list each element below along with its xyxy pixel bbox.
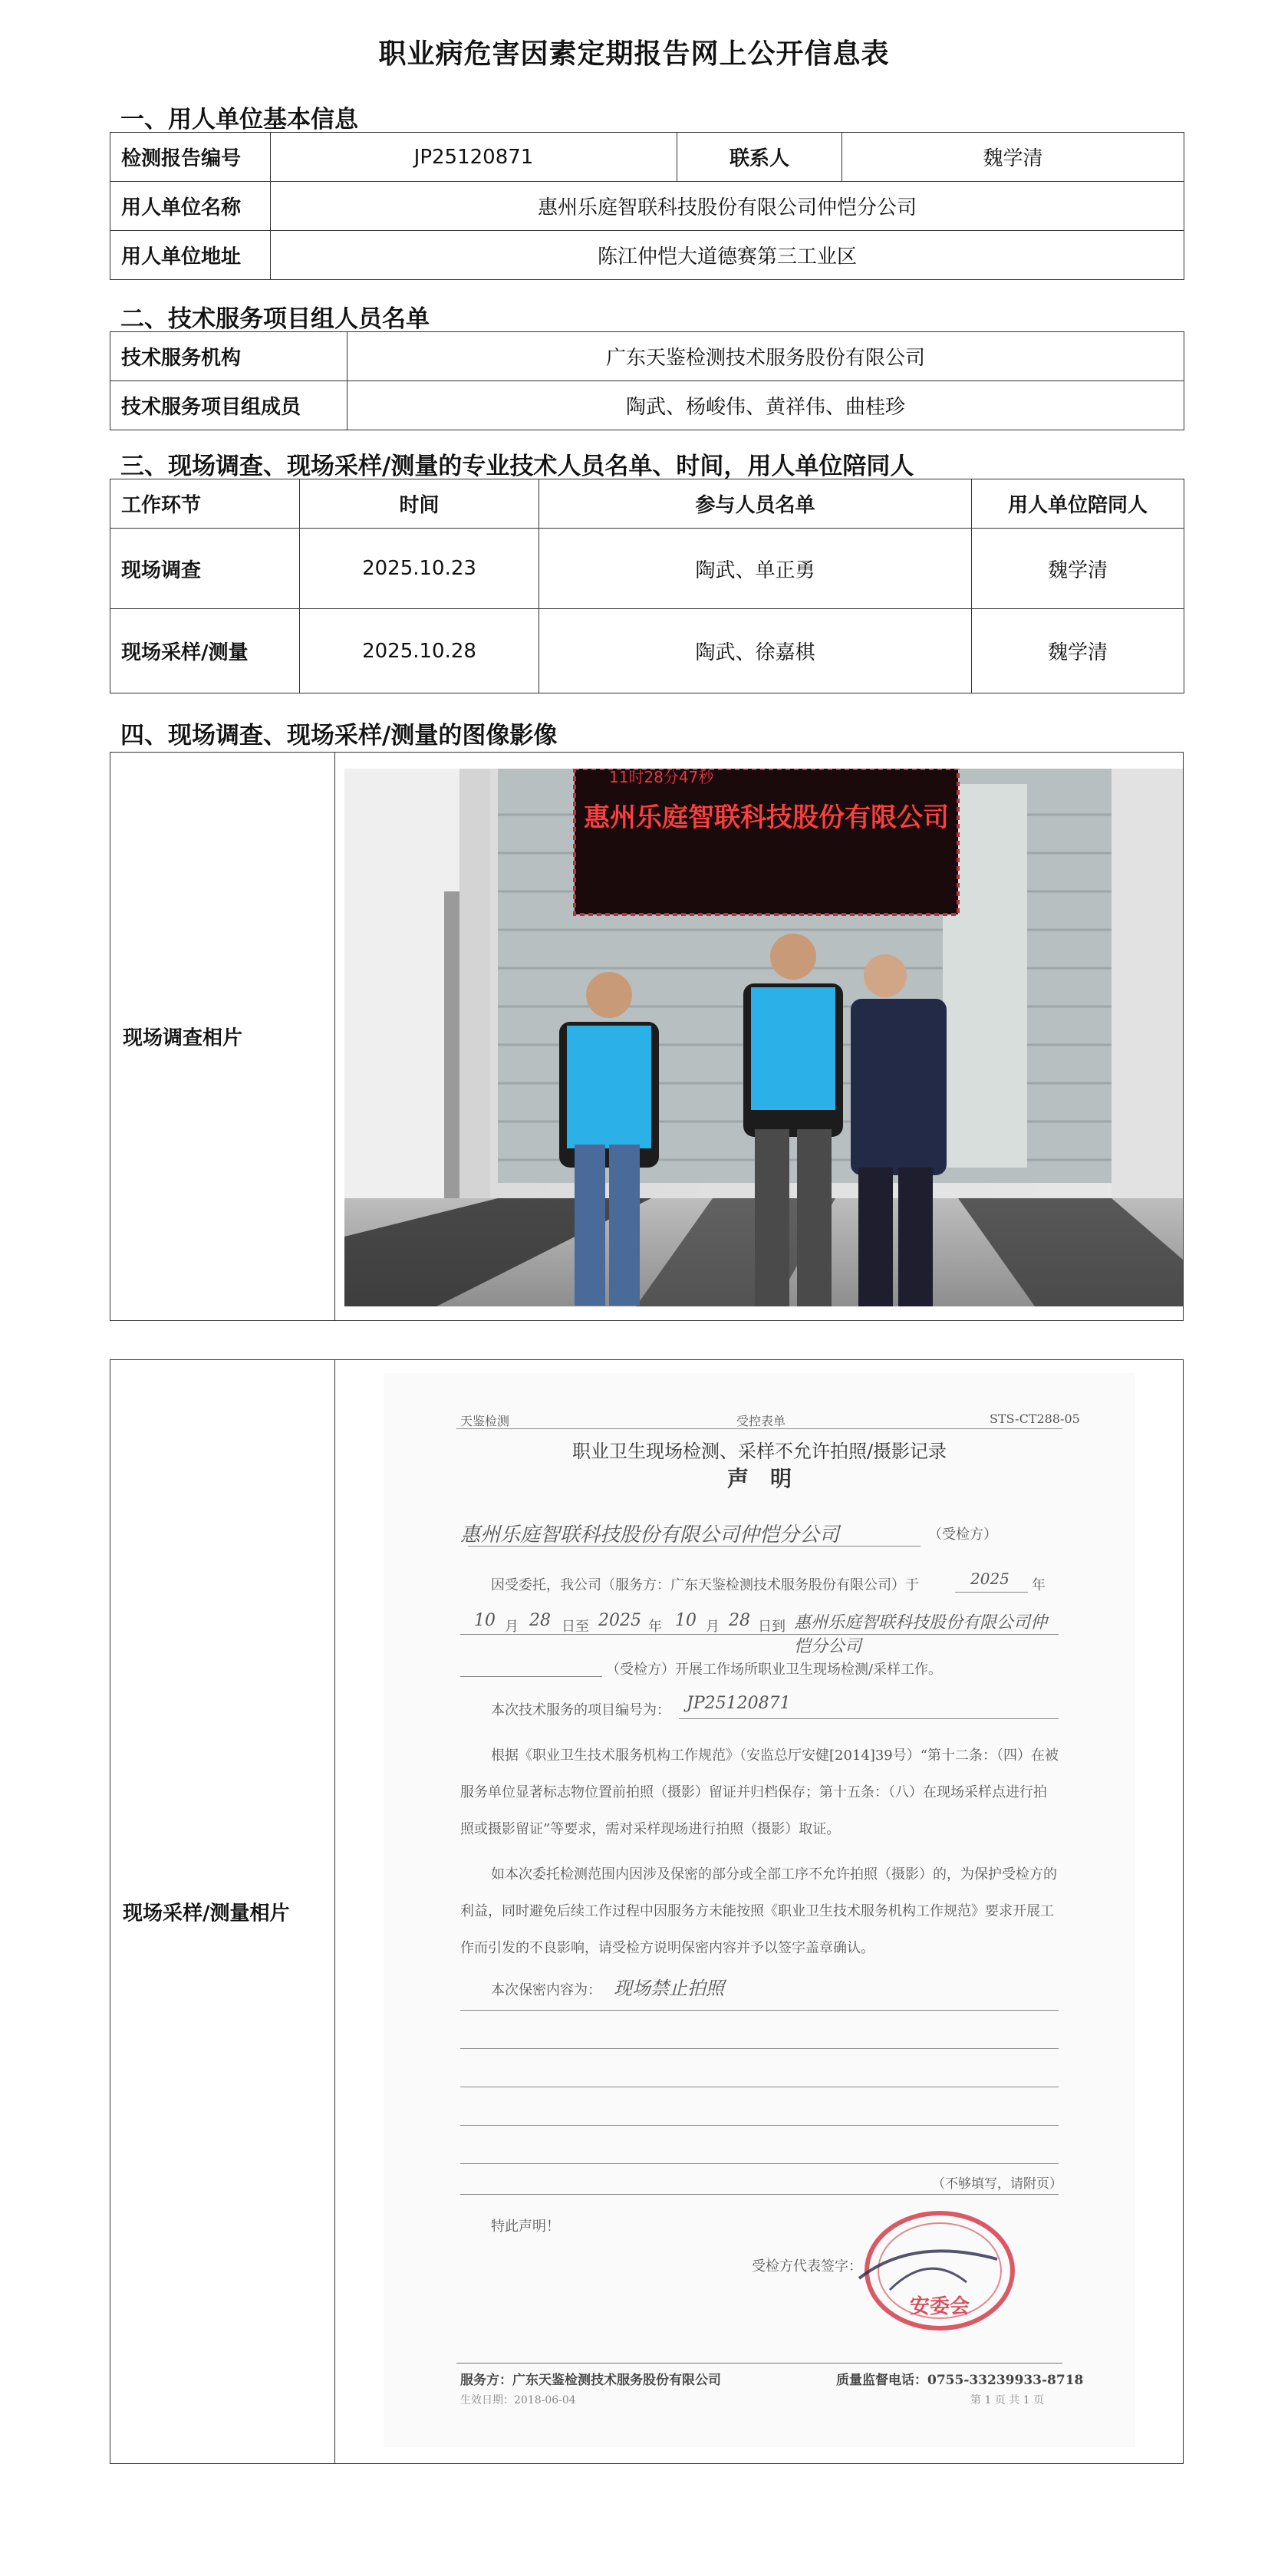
scan-page-number: 第 1 页 共 1 页 <box>970 2394 1045 2406</box>
person-right <box>851 954 947 1306</box>
scan-nian2: 年 <box>648 1619 662 1635</box>
scan-month2: 10 <box>675 1611 697 1630</box>
scan-secret-label: 本次保密内容为： <box>491 1982 601 1998</box>
scan-subtitle: 声 明 <box>726 1466 792 1491</box>
section1-heading: 一、用人单位基本信息 <box>120 106 358 133</box>
company-label: 用人单位名称 <box>110 182 271 231</box>
basic-info-table <box>110 132 1184 280</box>
scan-para1-company: 惠州乐庭智联科技股份有限公司仲恺分公司 <box>794 1613 1048 1656</box>
scan-rizhi: 日至 <box>562 1619 589 1635</box>
scan-note: （不够填写，请附页） <box>932 2176 1062 2192</box>
scan-top-mid: 受控表单 <box>736 1414 786 1428</box>
col-header-people: 参与人员名单 <box>539 479 972 529</box>
contact-label: 联系人 <box>677 133 842 182</box>
scan-top-right: STS-CT288-05 <box>990 1412 1080 1426</box>
scan-declare: 特此声明！ <box>491 2219 560 2235</box>
survey-photo <box>344 769 1183 1306</box>
scan-para3: 如本次委托检测范围内因涉及保密的部分或全部工序不允许拍照（摄影）的，为保护受检方的利益，同时避免后续工作过程中因服务方未能按照《职业卫生技术服务机构工作规范》要求开展工作而引发的不良影响，请受检方说明保密内容并予以签字盖章确认。 <box>460 1866 1057 1956</box>
led-time: 11时28分47秒 <box>609 769 714 786</box>
scan-day2: 28 <box>729 1611 750 1630</box>
service-team-table <box>110 331 1184 430</box>
members-label: 技术服务项目组成员 <box>110 381 347 430</box>
company-seal <box>844 2205 1036 2336</box>
section2-heading: 二、技术服务项目组人员名单 <box>120 305 430 333</box>
section3-heading: 三、现场调查、现场采样/测量的专业技术人员名单、时间，用人单位陪同人 <box>120 453 914 480</box>
row-stage: 现场采样/测量 <box>110 609 300 693</box>
row-people: 陶武、徐嘉棋 <box>539 609 972 693</box>
scan-effective-date: 生效日期：2018-06-04 <box>460 2394 576 2406</box>
scan-secret-content: 现场禁止拍照 <box>614 1978 724 1999</box>
staff-schedule-table <box>110 479 1184 693</box>
scan-yue2: 月 <box>706 1619 720 1635</box>
col-header-escort: 用人单位陪同人 <box>972 479 1184 529</box>
sampling-photo-label: 现场采样/测量相片 <box>123 1902 290 1925</box>
led-sign: 惠州乐庭智联科技股份有限公司 <box>584 802 949 833</box>
scan-month1: 10 <box>474 1611 496 1630</box>
scan-year1: 2025 <box>970 1570 1009 1588</box>
scan-year2: 2025 <box>598 1611 641 1630</box>
scan-footer-right: 质量监督电话：0755-33239933-8718 <box>836 2373 1084 2388</box>
scan-nian: 年 <box>1032 1577 1046 1593</box>
table-row <box>110 609 1184 693</box>
row-date: 2025.10.28 <box>300 609 539 693</box>
members-value: 陶武、杨峻伟、黄祥伟、曲桂珍 <box>347 381 1184 430</box>
survey-photo-label: 现场调查相片 <box>123 1026 243 1050</box>
address-value: 陈江仲恺大道德赛第三工业区 <box>271 231 1184 280</box>
scan-top-left: 天鉴检测 <box>460 1414 510 1428</box>
scan-para1a: 因受委托，我公司（服务方：广东天鉴检测技术服务股份有限公司）于 <box>491 1577 919 1593</box>
scan-day1: 28 <box>529 1611 551 1630</box>
scan-para1b: （受检方）开展工作场所职业卫生现场检测/采样工作。 <box>606 1662 943 1678</box>
scan-title: 职业卫生现场检测、采样不允许拍照/摄影记录 <box>571 1441 947 1462</box>
contact-value: 魏学清 <box>842 133 1184 182</box>
company-value: 惠州乐庭智联科技股份有限公司仲恺分公司 <box>271 182 1184 231</box>
row-escort: 魏学清 <box>972 529 1184 609</box>
scan-sign-label: 受检方代表签字： <box>752 2258 862 2275</box>
report-no-value: JP25120871 <box>271 133 677 182</box>
report-no-label: 检测报告编号 <box>110 133 271 182</box>
scan-proj-label: 本次技术服务的项目编号为： <box>491 1702 670 1718</box>
org-label: 技术服务机构 <box>110 332 347 381</box>
scan-yue1: 月 <box>505 1619 519 1635</box>
scanned-statement <box>384 1373 1135 2447</box>
scan-proj-no: JP25120871 <box>687 1694 791 1713</box>
col-header-stage: 工作环节 <box>110 479 300 529</box>
row-stage: 现场调查 <box>110 529 300 609</box>
scan-addressee: 惠州乐庭智联科技股份有限公司仲恺分公司 <box>460 1524 840 1547</box>
scan-footer-left: 服务方：广东天鉴检测技术服务股份有限公司 <box>460 2373 721 2388</box>
page-title: 职业病危害因素定期报告网上公开信息表 <box>378 38 890 70</box>
row-escort: 魏学清 <box>972 609 1184 693</box>
seal-text: 安委会 <box>909 2295 970 2318</box>
scan-addressee-tail: （受检方） <box>928 1527 997 1543</box>
sampling-photo-label-cell <box>110 1360 335 2463</box>
row-people: 陶武、单正勇 <box>539 529 972 609</box>
survey-photo-label-cell <box>110 753 335 1320</box>
section4-heading: 四、现场调查、现场采样/测量的图像影像 <box>120 722 558 749</box>
survey-photo-image <box>344 769 1183 1306</box>
org-value: 广东天鉴检测技术服务股份有限公司 <box>347 332 1184 381</box>
col-header-date: 时间 <box>300 479 539 529</box>
scan-para2: 根据《职业卫生技术服务机构工作规范》（安监总厅安健[2014]39号）“第十二条：（四）在被服务单位显著标志物位置前拍照（摄影）留证并归档保存；第十五条：（八）在现场采样点进行拍照或摄影留证”等要求，需对采样现场进行拍照（摄影）取证。 <box>460 1748 1059 1837</box>
address-label: 用人单位地址 <box>110 231 271 280</box>
table-row <box>110 529 1184 609</box>
row-date: 2025.10.23 <box>300 529 539 609</box>
scan-ridao: 日到 <box>758 1619 786 1635</box>
